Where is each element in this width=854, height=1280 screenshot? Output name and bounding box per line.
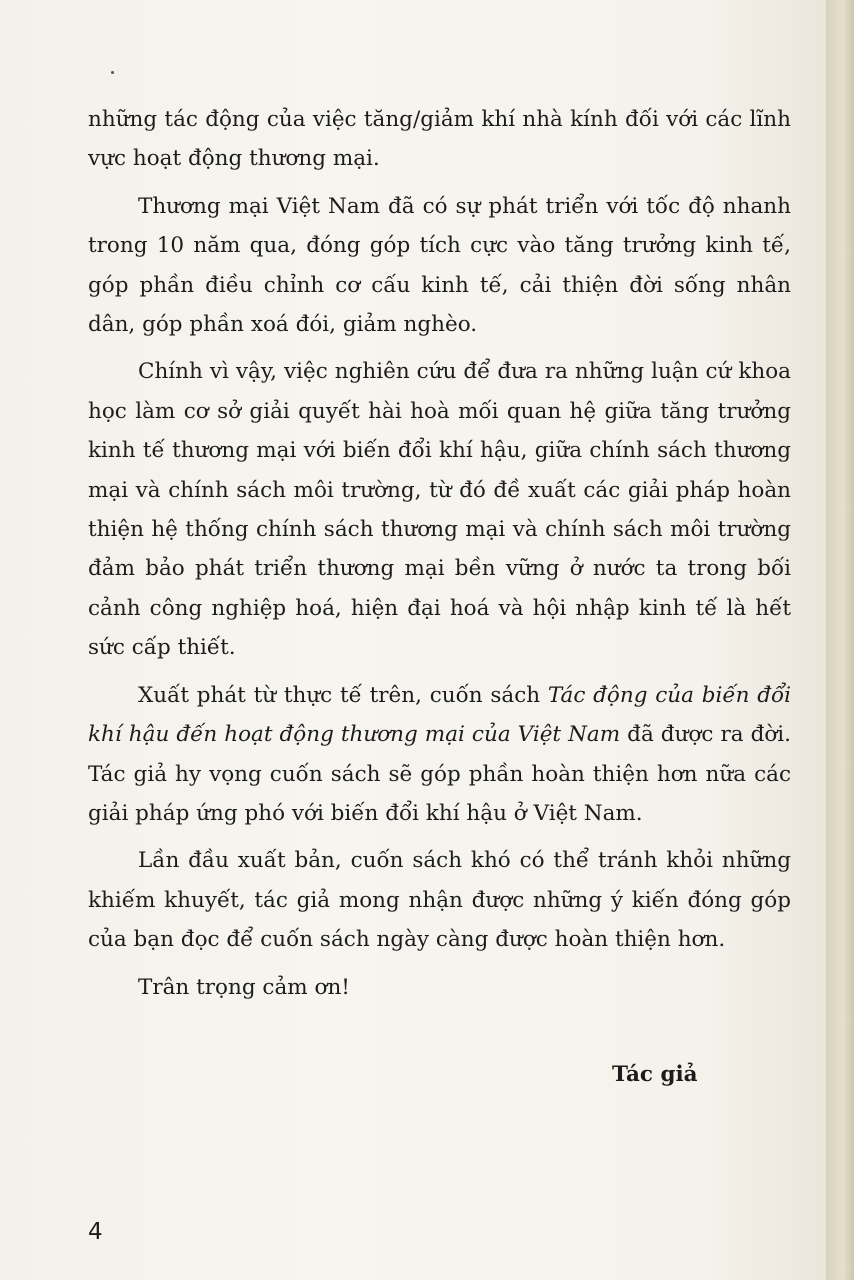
paragraph-continuation: những tác động của việc tăng/giảm khí nhà kính đối với các lĩnh vực hoạt động thương mại. <box>88 107 791 172</box>
paragraph-first-edition: Lần đầu xuất bản, cuốn sách khó có thể tránh khỏi những khiếm khuyết, tác giả mong nhận được những ý kiến đóng góp của bạn đọc để cuốn sách ngày càng được hoàn thiện hơn. <box>88 848 791 953</box>
page-edge <box>826 0 854 1280</box>
paragraph-thanks: Trân trọng cảm ơn! <box>138 974 350 1000</box>
book-origin-lead: Xuất phát từ thực tế trên, cuốn sách <box>138 682 548 708</box>
body-text <box>88 100 791 1015</box>
book-origin-tail: đã được ra đời. Tác giả hy vọng cuốn sách sẽ góp phần hoàn thiện hơn nữa các giải pháp ứng phó với biến đổi khí hậu ở Việt Nam. <box>88 722 791 826</box>
speck-mark <box>111 71 114 74</box>
paragraph-trade-growth: Thương mại Việt Nam đã có sự phát triển với tốc độ nhanh trong 10 năm qua, đóng góp tích cực vào tăng trưởng kinh tế, góp phần điều chỉnh cơ cấu kinh tế, cải thiện đời sống nhân dân, góp phần xoá đói, giảm nghèo. <box>88 193 791 338</box>
book-title: Tác động của biến đổi khí hậu đến hoạt động thương mại của Việt Nam <box>88 682 791 748</box>
author-signature: Tác giả <box>612 1062 698 1087</box>
paragraph-book-origin <box>88 676 791 834</box>
paragraph-research-need: Chính vì vậy, việc nghiên cứu để đưa ra những luận cứ khoa học làm cơ sở giải quyết hài hoà mối quan hệ giữa tăng trưởng kinh tế thương mại với biến đổi khí hậu, giữa chính sách thương mại và chính sách môi trường, từ đó đề xuất các giải pháp hoàn thiện hệ thống chính sách thương mại và chính sách môi trường đảm bảo phát triển thương mại bền vững ở nước ta trong bối cảnh công nghiệp hoá, hiện đại hoá và hội nhập kinh tế là hết sức cấp thiết. <box>88 359 791 661</box>
page-number: 4 <box>88 1219 103 1245</box>
